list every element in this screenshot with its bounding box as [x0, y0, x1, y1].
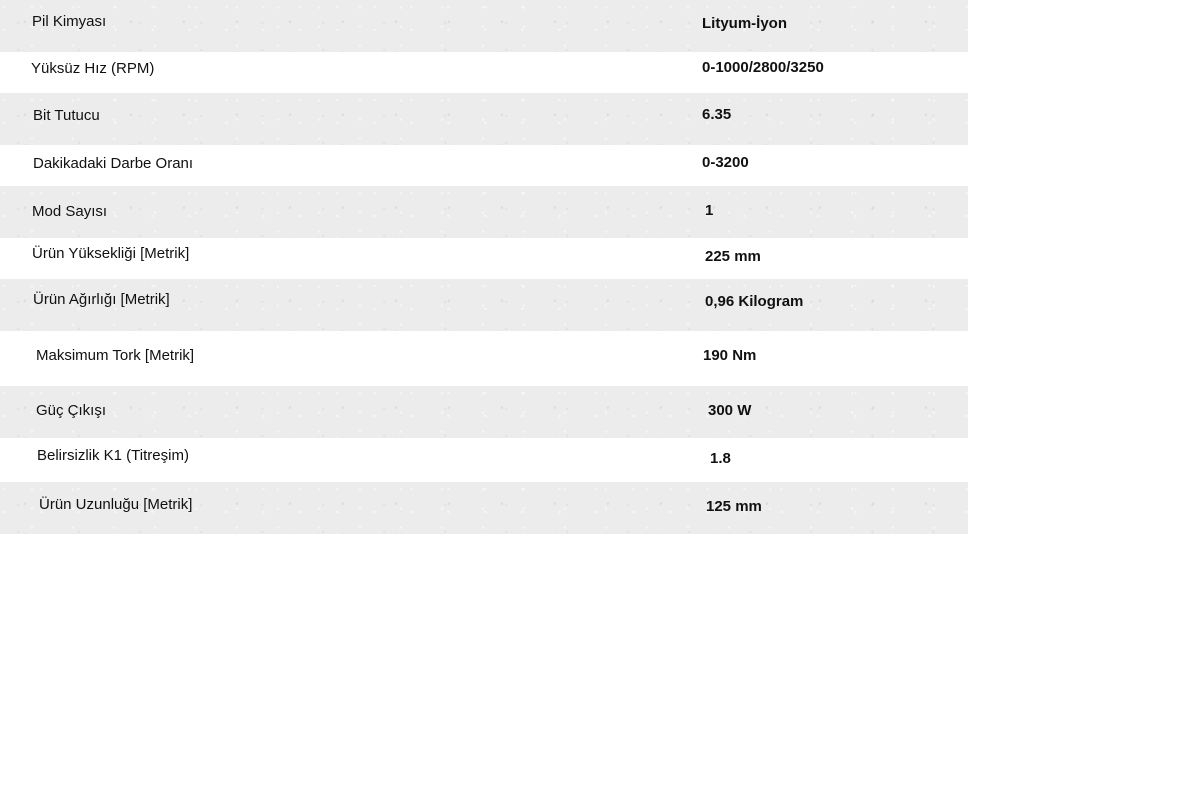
spec-value: 0,96 Kilogram — [705, 293, 804, 310]
spec-label: Belirsizlik K1 (Titreşim) — [37, 447, 189, 464]
spec-value: 125 mm — [706, 498, 762, 515]
spec-value: 225 mm — [705, 248, 761, 265]
spec-row-product-length — [0, 482, 968, 534]
spec-label: Ürün Yüksekliği [Metrik] — [32, 245, 190, 262]
spec-label: Bit Tutucu — [33, 107, 100, 124]
spec-label: Dakikadaki Darbe Oranı — [33, 155, 194, 172]
spec-row-mode-count — [0, 186, 968, 238]
spec-label: Ürün Uzunluğu [Metrik] — [39, 496, 193, 513]
spec-row-power-output — [0, 386, 968, 438]
spec-label: Pil Kimyası — [32, 13, 107, 30]
spec-label: Mod Sayısı — [32, 203, 108, 220]
spec-row-impact-rate — [0, 145, 968, 186]
spec-label: Yüksüz Hız (RPM) — [31, 60, 155, 77]
spec-value: 6.35 — [702, 106, 732, 123]
spec-row-battery-chemistry — [0, 0, 968, 52]
spec-row-product-height — [0, 238, 968, 279]
spec-value: 0-1000/2800/3250 — [702, 59, 824, 76]
spec-value: 1.8 — [710, 450, 731, 467]
spec-row-no-load-speed — [0, 52, 968, 93]
spec-value: 190 Nm — [703, 347, 757, 364]
spec-row-bit-holder — [0, 93, 968, 145]
spec-label: Ürün Ağırlığı [Metrik] — [33, 291, 170, 308]
spec-label: Güç Çıkışı — [36, 402, 107, 419]
spec-row-max-torque — [0, 331, 968, 386]
spec-row-vibration-uncertainty — [0, 438, 968, 482]
spec-row-product-weight — [0, 279, 968, 331]
spec-label: Maksimum Tork [Metrik] — [36, 347, 195, 364]
spec-value: 300 W — [708, 402, 752, 419]
spec-value: 1 — [705, 202, 714, 219]
spec-value: 0-3200 — [702, 154, 749, 171]
spec-value: Lityum-İyon — [702, 15, 787, 32]
